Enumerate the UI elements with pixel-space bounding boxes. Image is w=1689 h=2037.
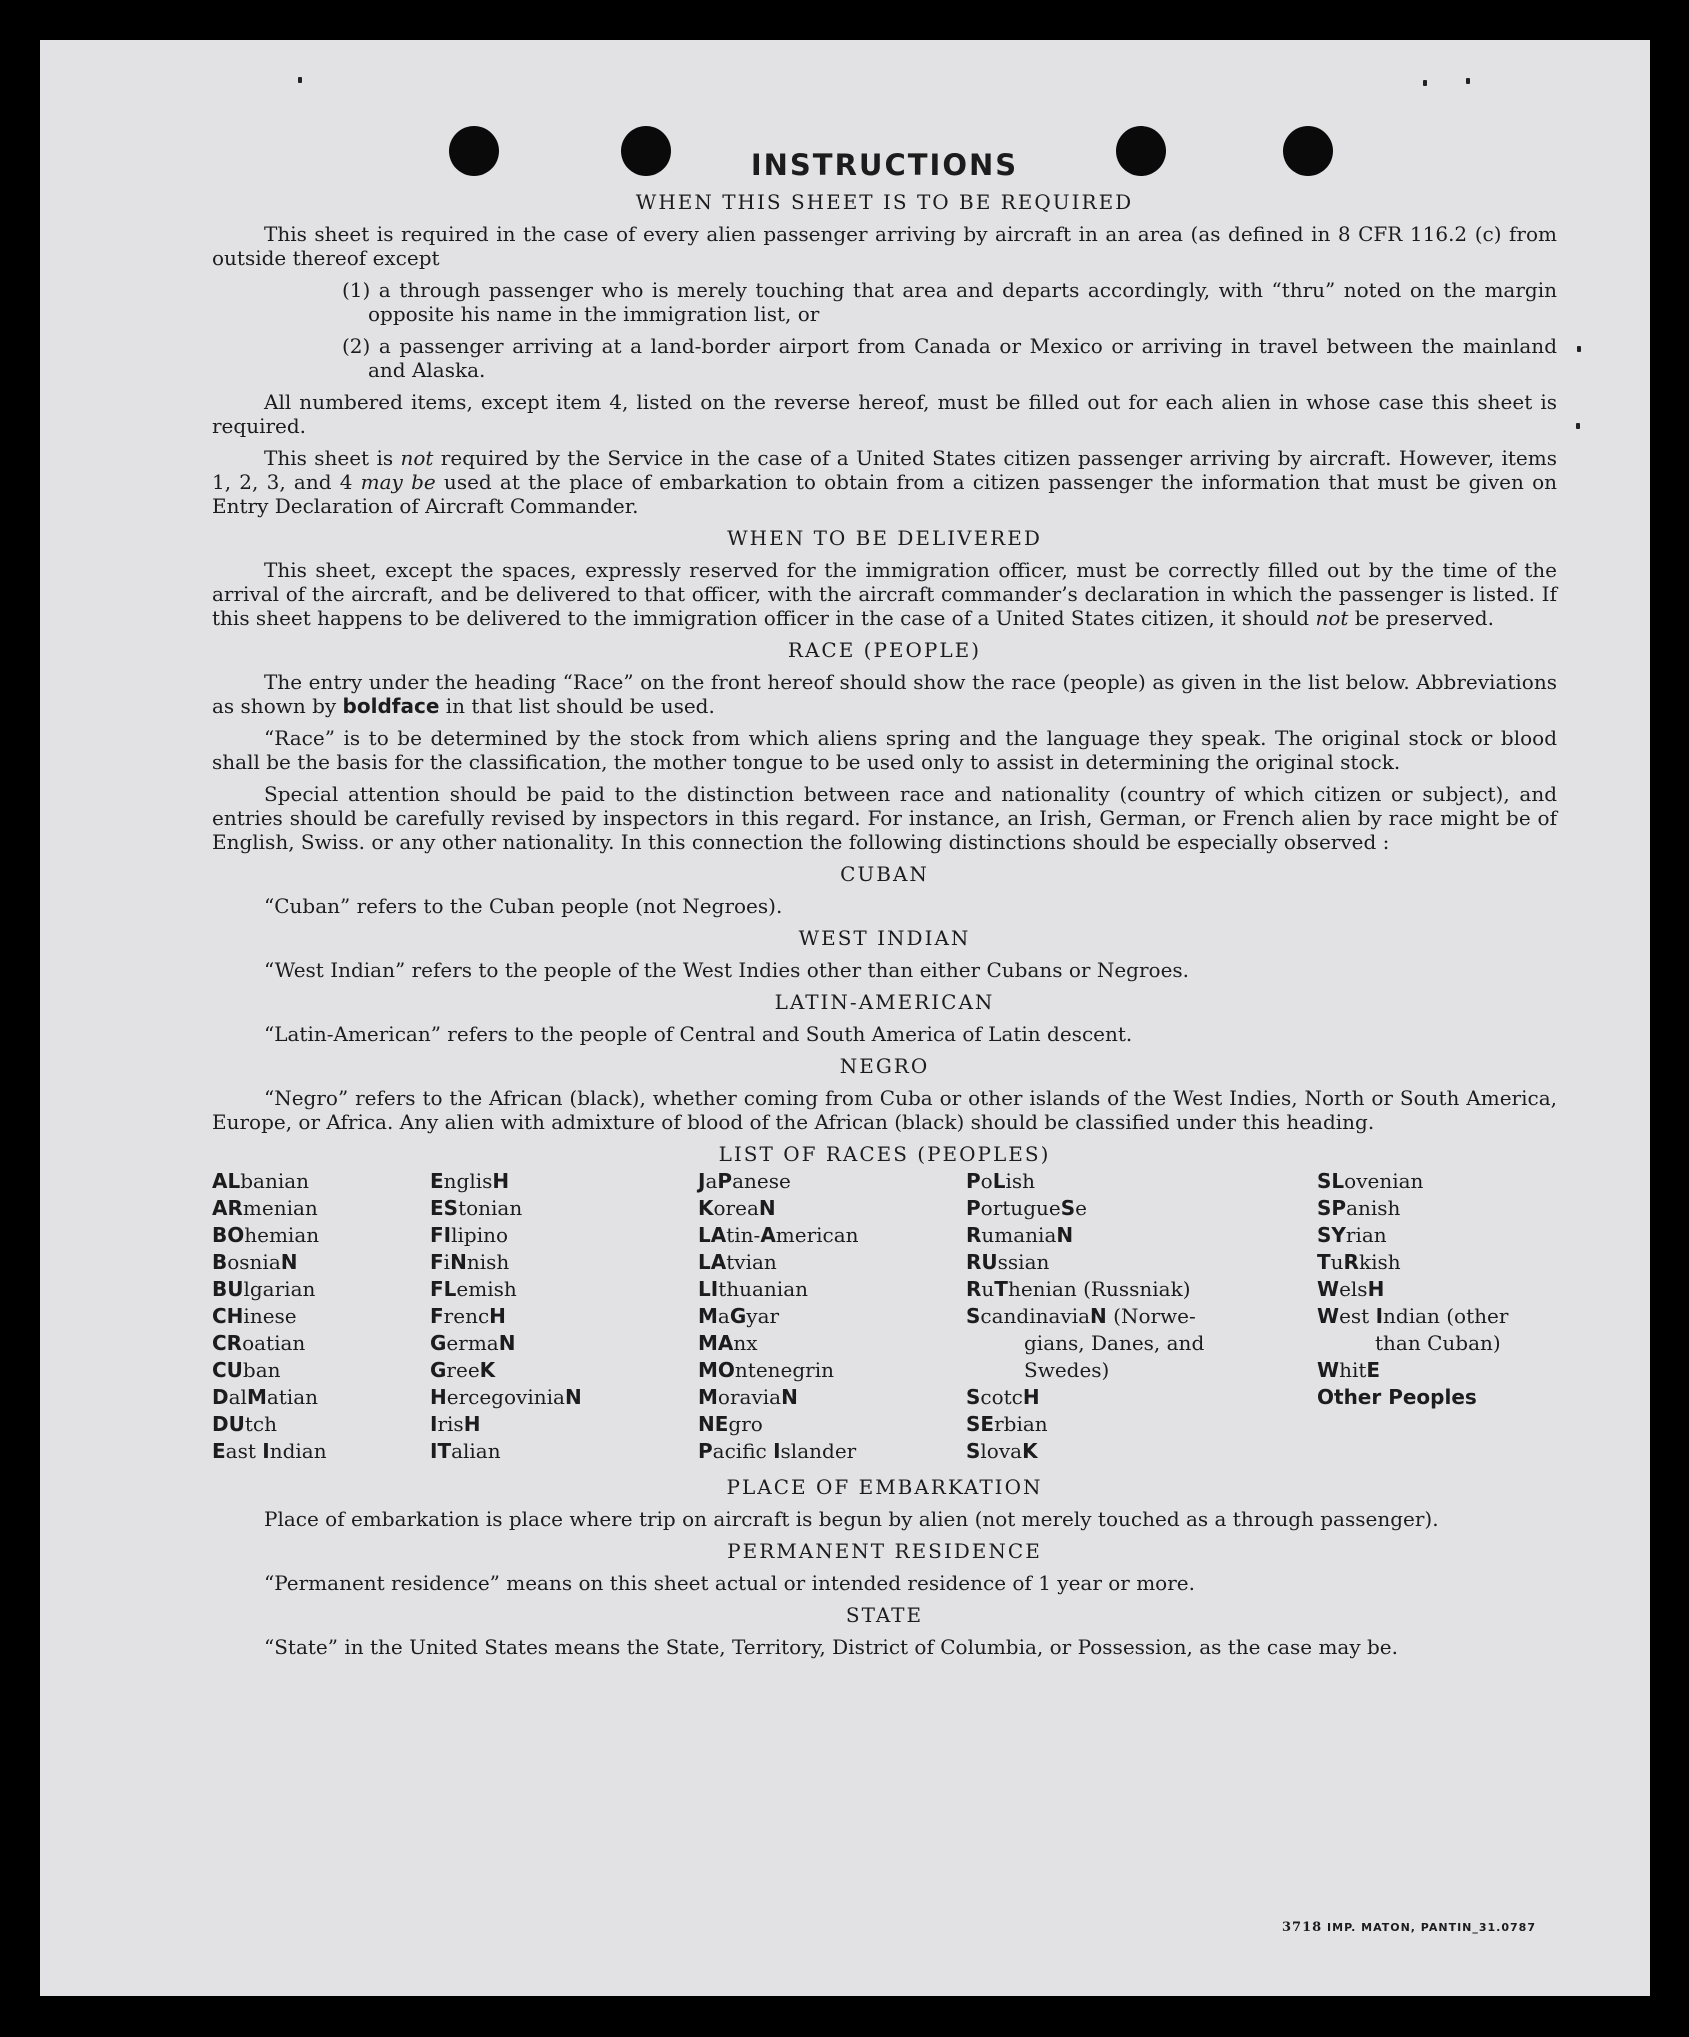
- paragraph: “Cuban” refers to the Cuban people (not Negroes).: [264, 894, 783, 918]
- race-entry: [698, 1276, 966, 1303]
- race-text: ban: [242, 1358, 281, 1382]
- section-heading-negro: NEGRO: [839, 1054, 930, 1078]
- page-title: INSTRUCTIONS: [750, 148, 1019, 182]
- race-entry: [430, 1168, 698, 1195]
- abbreviation-text: F: [430, 1304, 444, 1328]
- section-heading-state: STATE: [845, 1603, 924, 1627]
- abbreviation-text: I: [773, 1439, 781, 1463]
- race-entry: [212, 1168, 430, 1195]
- abbreviation-text: IT: [430, 1439, 452, 1463]
- race-entry: [430, 1249, 698, 1276]
- race-text: oravia: [717, 1385, 782, 1409]
- abbreviation-text: F: [430, 1250, 444, 1274]
- abbreviation-text: A: [760, 1223, 776, 1247]
- abbreviation-text: H: [430, 1385, 447, 1409]
- race-entry: [966, 1276, 1317, 1303]
- race-entry: [698, 1249, 966, 1276]
- race-text: acific: [712, 1439, 774, 1463]
- document-sheet: [40, 40, 1650, 1996]
- abbreviation-text: N: [781, 1385, 798, 1409]
- race-entry: [1317, 1303, 1557, 1330]
- race-text: ortugue: [980, 1196, 1061, 1220]
- race-text: ndian: [269, 1439, 327, 1463]
- race-text: menian: [242, 1196, 318, 1220]
- race-text: than Cuban): [1375, 1331, 1501, 1355]
- abbreviation-text: AR: [212, 1196, 243, 1220]
- section-heading-embarkation: PLACE OF EMBARKATION: [726, 1475, 1043, 1499]
- section-heading-delivered: WHEN TO BE DELIVERED: [727, 526, 1042, 550]
- abbreviation-text: E: [430, 1169, 444, 1193]
- race-entry: [212, 1330, 430, 1357]
- race-entry: [212, 1438, 430, 1465]
- abbreviation-text: T: [1317, 1250, 1331, 1274]
- instructions-content: [212, 148, 1557, 1667]
- form-number: 3718: [1282, 1920, 1323, 1935]
- list-item: (2) a passenger arriving at a land-border airport from Canada or Mexico or arriving in travel between the mainland and Alaska.: [342, 334, 1557, 382]
- race-entry: [966, 1168, 1317, 1195]
- section-heading-west-indian: WEST INDIAN: [798, 926, 971, 950]
- race-text: ssian: [997, 1250, 1050, 1274]
- race-entry: [698, 1438, 966, 1465]
- abbreviation-text: LI: [698, 1277, 719, 1301]
- race-entry: [430, 1411, 698, 1438]
- paragraph: “Permanent residence” means on this sheet actual or intended residence of 1 year or more.: [264, 1571, 1195, 1595]
- race-text: osnia: [227, 1250, 281, 1274]
- abbreviation-text: N: [280, 1250, 298, 1274]
- section-heading-required: WHEN THIS SHEET IS TO BE REQUIRED: [635, 190, 1134, 214]
- abbreviation-text: N: [1090, 1304, 1107, 1328]
- race-text: candinavia: [980, 1304, 1091, 1328]
- race-column: [698, 1168, 966, 1465]
- section-heading-race-list: LIST OF RACES (PEOPLES): [718, 1142, 1051, 1166]
- race-entry: [966, 1330, 1317, 1357]
- race-entry: [966, 1438, 1317, 1465]
- race-text: atian: [266, 1385, 319, 1409]
- abbreviation-text: BU: [212, 1277, 244, 1301]
- abbreviation-text: SP: [1317, 1196, 1347, 1220]
- abbreviation-text: H: [492, 1169, 510, 1193]
- race-text: tvian: [726, 1250, 777, 1274]
- abbreviation-text: MO: [698, 1358, 735, 1382]
- race-entry: [1317, 1195, 1557, 1222]
- race-text: merican: [775, 1223, 859, 1247]
- race-entry: [1317, 1222, 1557, 1249]
- race-entry: [698, 1168, 966, 1195]
- abbreviation-text: S: [966, 1304, 981, 1328]
- abbreviation-text: T: [994, 1277, 1008, 1301]
- abbreviation-text: CR: [212, 1331, 243, 1355]
- race-entry: [698, 1357, 966, 1384]
- race-text: nglis: [443, 1169, 493, 1193]
- race-text: ntenegrin: [734, 1358, 835, 1382]
- paragraph: “Negro” refers to the African (black), whether coming from Cuba or other islands of the West Indies, North or South America, Europe, or Africa. Any alien with admixture of blood of the African (black) should be classified under this heading.: [212, 1086, 1557, 1134]
- race-text: thuanian: [718, 1277, 808, 1301]
- race-text: a: [705, 1169, 718, 1193]
- race-entry: [966, 1195, 1317, 1222]
- section-heading-race: RACE (PEOPLE): [787, 638, 982, 662]
- section-heading-cuban: CUBAN: [840, 862, 929, 886]
- abbreviation-text: N: [1056, 1223, 1074, 1247]
- race-text: emish: [456, 1277, 517, 1301]
- printer-imprint: IMP. MATON, PANTIN_31.0787: [1327, 1921, 1536, 1934]
- race-entry: [966, 1249, 1317, 1276]
- race-text: tch: [244, 1412, 277, 1436]
- abbreviation-text: I: [430, 1412, 438, 1436]
- abbreviation-text: S: [966, 1439, 981, 1463]
- race-text: ast: [225, 1439, 263, 1463]
- abbreviation-text: E: [212, 1439, 226, 1463]
- abbreviation-text: SE: [966, 1412, 995, 1436]
- race-entry: [212, 1303, 430, 1330]
- race-text: kish: [1358, 1250, 1401, 1274]
- race-text: yar: [746, 1304, 780, 1328]
- abbreviation-text: N: [450, 1250, 467, 1274]
- abbreviation-text: CU: [212, 1358, 243, 1382]
- race-entry: [212, 1384, 430, 1411]
- race-text: ovenian: [1344, 1169, 1424, 1193]
- race-text: oatian: [242, 1331, 306, 1355]
- abbreviation-text: G: [729, 1304, 747, 1328]
- paragraph: This sheet, except the spaces, expressly reserved for the immigration officer, must be correctly filled out by the time of the arrival of the aircraft, and be delivered to that officer, with the aircraft commander’s declaration in which the passenger is listed. If this sheet happens to be delivered to the immigration officer in the case of a United States citizen, it should not be preserved.: [212, 558, 1557, 630]
- abbreviation-text: S: [1060, 1196, 1076, 1220]
- race-entry: [698, 1330, 966, 1357]
- speck: [1466, 78, 1470, 84]
- race-entry: [430, 1384, 698, 1411]
- race-entry: [212, 1411, 430, 1438]
- race-text: est: [1339, 1304, 1376, 1328]
- section-heading-residence: PERMANENT RESIDENCE: [727, 1539, 1042, 1563]
- abbreviation-text: H: [489, 1304, 506, 1328]
- abbreviation-text: ES: [430, 1196, 459, 1220]
- abbreviation-text: P: [966, 1196, 981, 1220]
- race-entry: [212, 1249, 430, 1276]
- race-entry: [1317, 1276, 1557, 1303]
- race-text: nish: [466, 1250, 510, 1274]
- abbreviation-text: H: [1022, 1385, 1040, 1409]
- race-text: renc: [443, 1304, 490, 1328]
- race-column: [1317, 1168, 1557, 1465]
- abbreviation-text: LA: [698, 1223, 727, 1247]
- race-text: u: [1330, 1250, 1344, 1274]
- paragraph: This sheet is not required by the Service in the case of a United States citizen passenger arriving by aircraft. However, items 1, 2, 3, and 4 may be used at the place of embarkation to obtain from a citizen passenger the information that must be given on Entry Declaration of Aircraft Commander.: [212, 446, 1558, 518]
- race-entry: [430, 1276, 698, 1303]
- race-entry: [430, 1357, 698, 1384]
- speck: [1576, 423, 1580, 429]
- race-entry: [430, 1195, 698, 1222]
- race-text: inese: [243, 1304, 297, 1328]
- race-text: tin-: [726, 1223, 761, 1247]
- race-text: slander: [780, 1439, 857, 1463]
- race-entry: [430, 1330, 698, 1357]
- abbreviation-text: FL: [430, 1277, 457, 1301]
- race-entry: [966, 1411, 1317, 1438]
- speck: [1423, 80, 1427, 86]
- race-text: gro: [728, 1412, 763, 1436]
- race-text: a: [717, 1304, 730, 1328]
- race-entry: [698, 1222, 966, 1249]
- race-entry: [1317, 1168, 1557, 1195]
- abbreviation-text: CH: [212, 1304, 244, 1328]
- race-entry: [1317, 1357, 1557, 1384]
- abbreviation-text: H: [463, 1412, 481, 1436]
- abbreviation-text: N: [564, 1385, 582, 1409]
- abbreviation-text: BO: [212, 1223, 245, 1247]
- race-text: e: [1075, 1196, 1087, 1220]
- paragraph: “West Indian” refers to the people of the West Indies other than either Cubans or Negroes.: [264, 958, 1190, 982]
- abbreviation-text: R: [966, 1277, 982, 1301]
- race-entry: [698, 1303, 966, 1330]
- race-column: [212, 1168, 430, 1465]
- race-text: rbian: [994, 1412, 1048, 1436]
- abbreviation-text: I: [1375, 1304, 1384, 1328]
- race-text: ish: [1005, 1169, 1036, 1193]
- race-text: i: [443, 1250, 451, 1274]
- abbreviation-text: D: [212, 1385, 229, 1409]
- race-entry: [966, 1303, 1317, 1330]
- race-entry: [966, 1222, 1317, 1249]
- race-text: lova: [980, 1439, 1023, 1463]
- race-text: anese: [732, 1169, 791, 1193]
- speck: [298, 77, 302, 83]
- race-entry: [1317, 1384, 1557, 1411]
- race-text: banian: [240, 1169, 310, 1193]
- race-entry: [430, 1222, 698, 1249]
- race-text: cotc: [980, 1385, 1023, 1409]
- race-entry: [1317, 1249, 1557, 1276]
- race-text: ree: [446, 1358, 480, 1382]
- race-entry: [966, 1384, 1317, 1411]
- abbreviation-text: DU: [212, 1412, 245, 1436]
- abbreviation-text: Other Peoples: [1317, 1385, 1477, 1409]
- race-entry: [698, 1384, 966, 1411]
- race-entry: [1317, 1330, 1557, 1357]
- race-list: [212, 1168, 1557, 1465]
- abbreviation-text: G: [430, 1331, 447, 1355]
- abbreviation-text: R: [1343, 1250, 1359, 1274]
- abbreviation-text: J: [698, 1169, 706, 1193]
- race-text: erma: [446, 1331, 499, 1355]
- paragraph: Place of embarkation is place where trip on aircraft is begun by alien (not merely touched as a through passenger).: [264, 1507, 1439, 1531]
- race-text: al: [228, 1385, 247, 1409]
- race-column: [966, 1168, 1317, 1465]
- abbreviation-text: M: [246, 1385, 267, 1409]
- abbreviation-text: FI: [430, 1223, 452, 1247]
- race-text: anish: [1346, 1196, 1401, 1220]
- section-heading-latin-american: LATIN-AMERICAN: [774, 990, 995, 1014]
- abbreviation-text: N: [758, 1196, 776, 1220]
- race-entry: [430, 1438, 698, 1465]
- race-text: o: [980, 1169, 993, 1193]
- race-text: ris: [437, 1412, 464, 1436]
- race-text: (Norwe-: [1106, 1304, 1196, 1328]
- abbreviation-text: LA: [698, 1250, 727, 1274]
- abbreviation-text: P: [966, 1169, 981, 1193]
- paragraph: The entry under the heading “Race” on the front hereof should show the race (people) as given in the list below. Abbreviations as shown by boldface in that list should be used.: [212, 670, 1557, 718]
- paragraph: This sheet is required in the case of every alien passenger arriving by aircraft in an area (as defined in 8 CFR 116.2 (c) from outside thereof except: [212, 222, 1557, 270]
- race-text: umania: [981, 1223, 1057, 1247]
- abbreviation-text: RU: [966, 1250, 998, 1274]
- abbreviation-text: NE: [698, 1412, 729, 1436]
- race-text: lgarian: [243, 1277, 316, 1301]
- race-entry: [966, 1357, 1317, 1384]
- abbreviation-text: B: [212, 1250, 228, 1274]
- paragraph: “State” in the United States means the State, Territory, District of Columbia, or Possession, as the case may be.: [264, 1635, 1398, 1659]
- race-text: alian: [451, 1439, 501, 1463]
- race-entry: [212, 1276, 430, 1303]
- race-text: tonian: [458, 1196, 523, 1220]
- race-text: henian (Russniak): [1007, 1277, 1191, 1301]
- abbreviation-text: E: [1366, 1358, 1381, 1382]
- abbreviation-text: M: [698, 1304, 718, 1328]
- speck: [1577, 346, 1581, 352]
- abbreviation-text: L: [992, 1169, 1006, 1193]
- race-text: orea: [713, 1196, 759, 1220]
- race-entry: [212, 1357, 430, 1384]
- abbreviation-text: R: [966, 1223, 982, 1247]
- abbreviation-text: K: [479, 1358, 496, 1382]
- race-column: [430, 1168, 698, 1465]
- abbreviation-text: W: [1317, 1304, 1340, 1328]
- list-item: (1) a through passenger who is merely touching that area and departs accordingly, with “thru” noted on the margin opposite his name in the immigration list, or: [342, 278, 1557, 326]
- abbreviation-text: AL: [212, 1169, 241, 1193]
- abbreviation-text: K: [698, 1196, 714, 1220]
- abbreviation-text: M: [698, 1385, 718, 1409]
- race-text: nx: [733, 1331, 758, 1355]
- paragraph: All numbered items, except item 4, listed on the reverse hereof, must be filled out for each alien in whose case this sheet is required.: [212, 390, 1557, 438]
- race-text: hit: [1339, 1358, 1367, 1382]
- paragraph: “Race” is to be determined by the stock from which aliens spring and the language they speak. The original stock or blood shall be the basis for the classification, the mother tongue to be used only to assist in determining the original stock.: [212, 726, 1557, 774]
- abbreviation-text: N: [498, 1331, 516, 1355]
- race-text: lipino: [451, 1223, 509, 1247]
- race-text: Swedes): [1024, 1358, 1110, 1382]
- race-entry: [430, 1303, 698, 1330]
- paragraph: “Latin-American” refers to the people of Central and South America of Latin descent.: [264, 1022, 1133, 1046]
- printer-footer: [1282, 1920, 1536, 1935]
- race-text: els: [1339, 1277, 1368, 1301]
- abbreviation-text: P: [698, 1439, 713, 1463]
- race-entry: [698, 1195, 966, 1222]
- abbreviation-text: S: [966, 1385, 981, 1409]
- race-text: ndian (other: [1383, 1304, 1509, 1328]
- race-entry: [698, 1411, 966, 1438]
- abbreviation-text: G: [430, 1358, 447, 1382]
- abbreviation-text: MA: [698, 1331, 734, 1355]
- abbreviation-text: W: [1317, 1277, 1340, 1301]
- abbreviation-text: I: [262, 1439, 270, 1463]
- race-text: hemian: [244, 1223, 320, 1247]
- abbreviation-text: SL: [1317, 1169, 1345, 1193]
- abbreviation-text: P: [717, 1169, 733, 1193]
- abbreviation-text: W: [1317, 1358, 1340, 1382]
- abbreviation-text: SY: [1317, 1223, 1346, 1247]
- race-text: u: [981, 1277, 995, 1301]
- paragraph: Special attention should be paid to the distinction between race and nationality (country of which citizen or subject), and entries should be carefully revised by inspectors in this regard. For instance, an Irish, German, or French alien by race might be of English, Swiss. or any other nationality. In this connection the following distinctions should be especially observed :: [212, 782, 1557, 854]
- race-entry: [212, 1195, 430, 1222]
- race-text: gians, Danes, and: [1024, 1331, 1205, 1355]
- abbreviation-text: H: [1367, 1277, 1385, 1301]
- abbreviation-text: K: [1022, 1439, 1038, 1463]
- race-text: rian: [1345, 1223, 1387, 1247]
- race-text: ercegovinia: [446, 1385, 565, 1409]
- race-entry: [212, 1222, 430, 1249]
